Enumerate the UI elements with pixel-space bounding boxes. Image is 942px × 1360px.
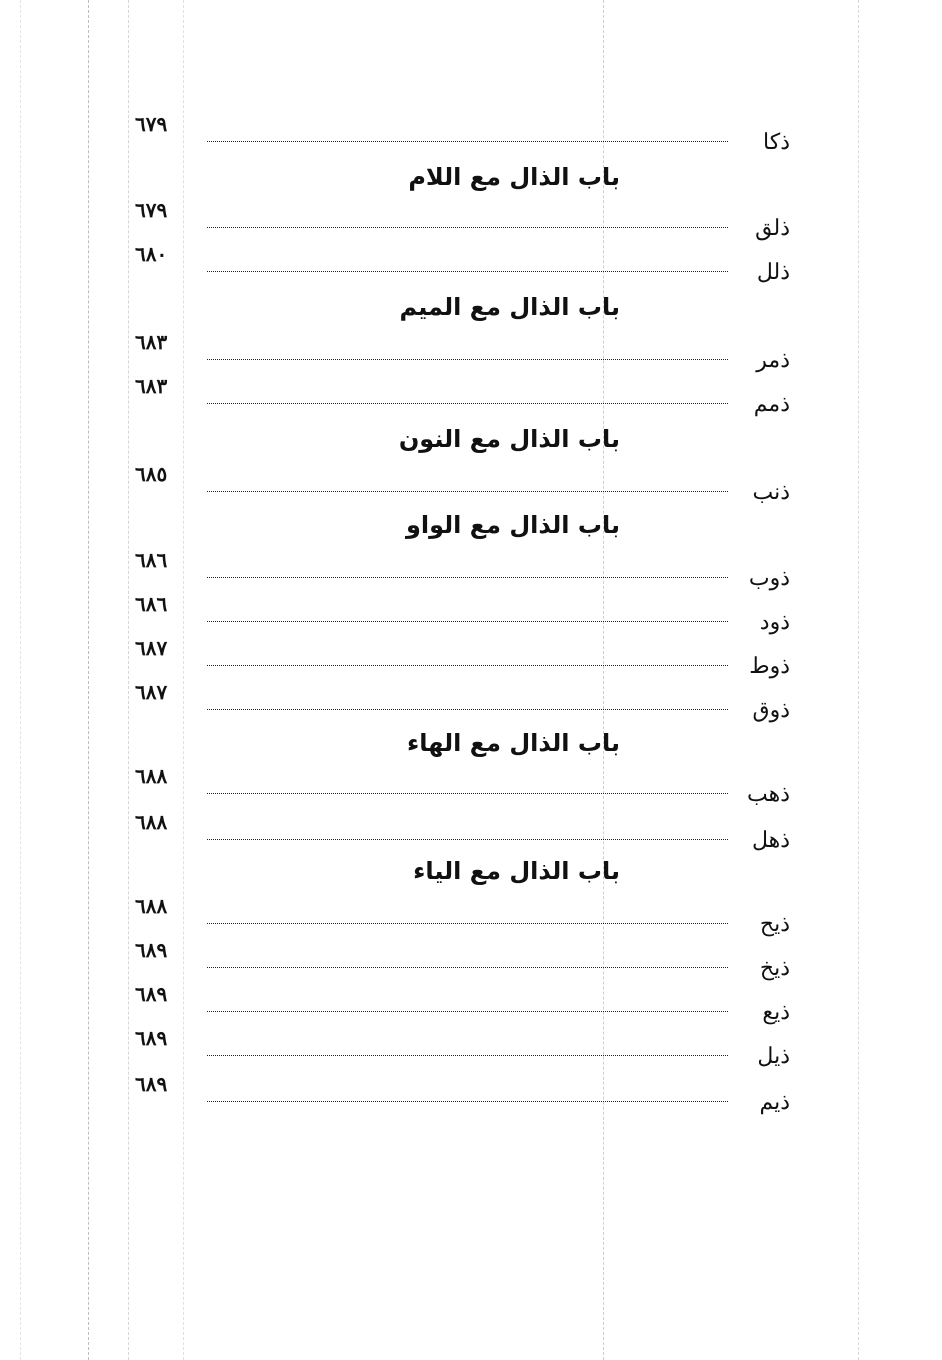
page-number: ٦٨٨ [135, 764, 168, 788]
index-entry [125, 374, 790, 418]
index-entry [125, 938, 790, 982]
index-entry [125, 112, 790, 156]
dotted-leader [207, 403, 728, 404]
dotted-leader [207, 1011, 728, 1012]
page-number: ٦٨٩ [135, 1072, 168, 1096]
dotted-leader [207, 271, 728, 272]
dotted-leader [207, 491, 728, 492]
entry-word: ذلل [756, 260, 790, 285]
page-number: ٦٨٩ [135, 938, 168, 962]
dotted-leader [207, 1055, 728, 1056]
dotted-leader [207, 793, 728, 794]
entry-word: ذلق [755, 216, 790, 241]
index-entry [125, 462, 790, 506]
page-number: ٦٨٠ [135, 242, 168, 266]
entry-word: ذوق [752, 698, 790, 723]
page-number: ٦٨٩ [135, 1026, 168, 1050]
entry-word: ذيل [757, 1044, 790, 1069]
section-heading: باب الذال مع اللام [408, 163, 620, 191]
index-entry [125, 548, 790, 592]
section-heading: باب الذال مع الياء [413, 857, 620, 885]
index-entry [125, 1072, 790, 1116]
page-number: ٦٨٩ [135, 982, 168, 1006]
index-entry [125, 810, 790, 854]
entry-word: ذيع [762, 1000, 790, 1025]
page-number: ٦٨٣ [135, 374, 168, 398]
page-number: ٦٨٣ [135, 330, 168, 354]
entry-word: ذكا [763, 130, 790, 155]
section-heading: باب الذال مع الميم [399, 293, 620, 321]
entry-word: ذيم [759, 1090, 790, 1115]
dotted-leader [207, 577, 728, 578]
section-heading: باب الذال مع النون [398, 425, 620, 453]
dotted-leader [207, 227, 728, 228]
entry-word: ذيح [759, 912, 790, 937]
dotted-leader [207, 967, 728, 968]
dotted-leader [207, 141, 728, 142]
entry-word: ذوب [748, 566, 790, 591]
dotted-leader [207, 665, 728, 666]
entry-word: ذنب [752, 480, 790, 505]
dotted-leader [207, 839, 728, 840]
page-number: ٦٨٧ [135, 636, 168, 660]
dotted-leader [207, 923, 728, 924]
entry-word: ذوط [749, 654, 790, 679]
index-entry [125, 1026, 790, 1070]
index-entry [125, 894, 790, 938]
page-number: ٦٨٦ [135, 592, 168, 616]
index-entry [125, 764, 790, 808]
page-number: ٦٨٥ [135, 462, 168, 486]
page-number: ٦٧٩ [135, 112, 168, 136]
entry-word: ذهب [746, 782, 790, 807]
index-entry [125, 636, 790, 680]
index-entry [125, 680, 790, 724]
index-entry [125, 592, 790, 636]
index-entry [125, 982, 790, 1026]
dotted-leader [207, 1101, 728, 1102]
page-number: ٦٧٩ [135, 198, 168, 222]
entry-word: ذمر [756, 348, 790, 373]
entry-word: ذود [759, 610, 790, 635]
page-number: ٦٨٧ [135, 680, 168, 704]
entry-word: ذيخ [759, 956, 790, 981]
entry-word: ذهل [751, 828, 790, 853]
page-number: ٦٨٦ [135, 548, 168, 572]
page-number: ٦٨٨ [135, 894, 168, 918]
index-entry [125, 242, 790, 286]
index-entry [125, 330, 790, 374]
index-entry [125, 198, 790, 242]
section-heading: باب الذال مع الواو [405, 511, 620, 539]
section-heading: باب الذال مع الهاء [407, 729, 620, 757]
page-number: ٦٨٨ [135, 810, 168, 834]
entry-word: ذمم [753, 392, 790, 417]
dotted-leader [207, 621, 728, 622]
dotted-leader [207, 709, 728, 710]
dotted-leader [207, 359, 728, 360]
